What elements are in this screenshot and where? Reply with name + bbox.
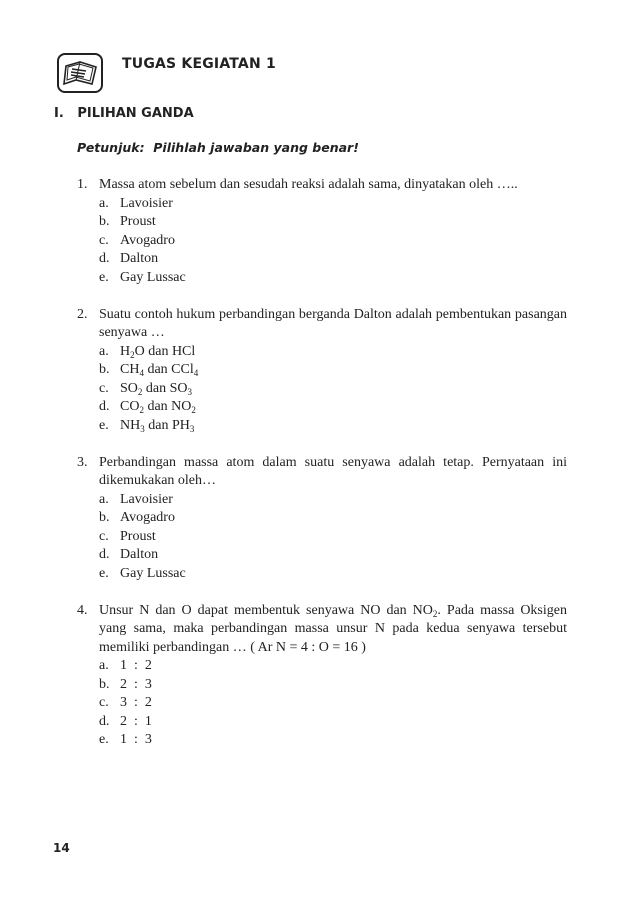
option-text: Lavoisier [120, 491, 173, 507]
option-text: Avogadro [120, 232, 175, 248]
option-b[interactable] [99, 676, 567, 695]
question-1 [77, 176, 567, 287]
option-text: 2 : 3 [120, 676, 152, 692]
page-title: TUGAS KEGIATAN 1 [122, 56, 276, 72]
option-text: Dalton [120, 547, 159, 562]
question-2 [77, 306, 567, 436]
option-a[interactable] [99, 657, 567, 676]
question-text: Unsur N dan O dapat membentuk senyawa NO dan $NO_2$. Pada massa Oksigen yang sama, maka perbandingan massa unsur N pada kedua senyawa tersebut memiliki perbandingan … ( Ar N = 4 : O = 16 ) [99, 602, 567, 655]
question-text: Suatu contoh hukum perbandingan berganda Dalton adalah pembentukan pasangan senyawa … [99, 306, 567, 340]
question-number: 4. [77, 602, 88, 618]
option-text: 3 : 2 [120, 695, 152, 710]
option-text: $CH_4$ dan CCl$_4$ [120, 362, 199, 378]
option-letter: a. [99, 195, 109, 211]
question-number: 1. [77, 177, 88, 192]
instruction-text: Petunjuk: Pilihlah jawaban yang benar! [77, 140, 359, 155]
option-a[interactable] [99, 195, 567, 214]
option-d[interactable] [99, 546, 567, 565]
option-b[interactable] [99, 213, 567, 232]
option-text: Proust [120, 214, 156, 229]
question-list [77, 176, 567, 768]
option-list [99, 195, 567, 288]
option-letter: e. [99, 269, 109, 285]
page-number: 14 [53, 841, 70, 855]
question-number: 3. [77, 454, 88, 470]
option-letter: c. [99, 695, 109, 710]
option-letter: a. [99, 658, 109, 673]
option-e[interactable] [99, 565, 567, 584]
option-letter: e. [99, 417, 109, 433]
option-c[interactable] [99, 694, 567, 713]
option-letter: e. [99, 732, 109, 747]
option-d[interactable] [99, 398, 567, 417]
option-letter: e. [99, 565, 109, 581]
option-text: Gay Lussac [120, 565, 186, 581]
option-d[interactable] [99, 250, 567, 269]
option-text: $NH_3$ dan $PH_3$ [120, 417, 195, 434]
option-text: $H_2O$ dan HCl [120, 343, 196, 360]
option-text: Avogadro [120, 510, 175, 525]
question-text: Massa atom sebelum dan sesudah reaksi adalah sama, dinyatakan oleh ….. [99, 177, 518, 192]
option-letter: c. [99, 528, 109, 544]
option-text: $CO_2$ dan $NO_2$ [120, 399, 196, 415]
option-text: Dalton [120, 251, 159, 266]
option-letter: d. [99, 547, 110, 562]
question-4 [77, 602, 567, 750]
question-3 [77, 454, 567, 584]
option-d[interactable] [99, 713, 567, 732]
question-number: 2. [77, 306, 88, 322]
option-letter: d. [99, 399, 110, 414]
option-list [99, 657, 567, 750]
option-text: 1 : 2 [120, 658, 152, 673]
option-text: 2 : 1 [120, 713, 152, 729]
option-b[interactable] [99, 361, 567, 380]
option-text: Proust [120, 528, 156, 544]
option-list [99, 343, 567, 436]
option-letter: a. [99, 491, 109, 507]
option-a[interactable] [99, 491, 567, 510]
option-e[interactable] [99, 269, 567, 288]
option-letter: c. [99, 380, 109, 396]
option-c[interactable] [99, 528, 567, 547]
section-heading: I. PILIHAN GANDA [54, 106, 194, 121]
option-letter: a. [99, 343, 109, 359]
option-letter: b. [99, 676, 110, 692]
option-c[interactable] [99, 380, 567, 399]
option-letter: c. [99, 232, 109, 248]
option-list [99, 491, 567, 584]
option-text: $SO_2$ dan $SO_3$ [120, 380, 193, 397]
option-e[interactable] [99, 731, 567, 750]
option-letter: d. [99, 713, 110, 729]
option-e[interactable] [99, 417, 567, 436]
option-text: Lavoisier [120, 195, 173, 211]
option-letter: d. [99, 251, 110, 266]
option-a[interactable] [99, 343, 567, 362]
option-text: 1 : 3 [120, 732, 152, 747]
option-letter: b. [99, 214, 110, 229]
option-letter: b. [99, 362, 110, 377]
option-b[interactable] [99, 509, 567, 528]
option-text: Gay Lussac [120, 269, 186, 285]
question-text: Perbandingan massa atom dalam suatu senyawa adalah tetap. Pernyataan ini dikemukakan oleh… [99, 454, 567, 488]
option-letter: b. [99, 510, 110, 525]
flag-book-icon [57, 53, 103, 93]
option-c[interactable] [99, 232, 567, 251]
